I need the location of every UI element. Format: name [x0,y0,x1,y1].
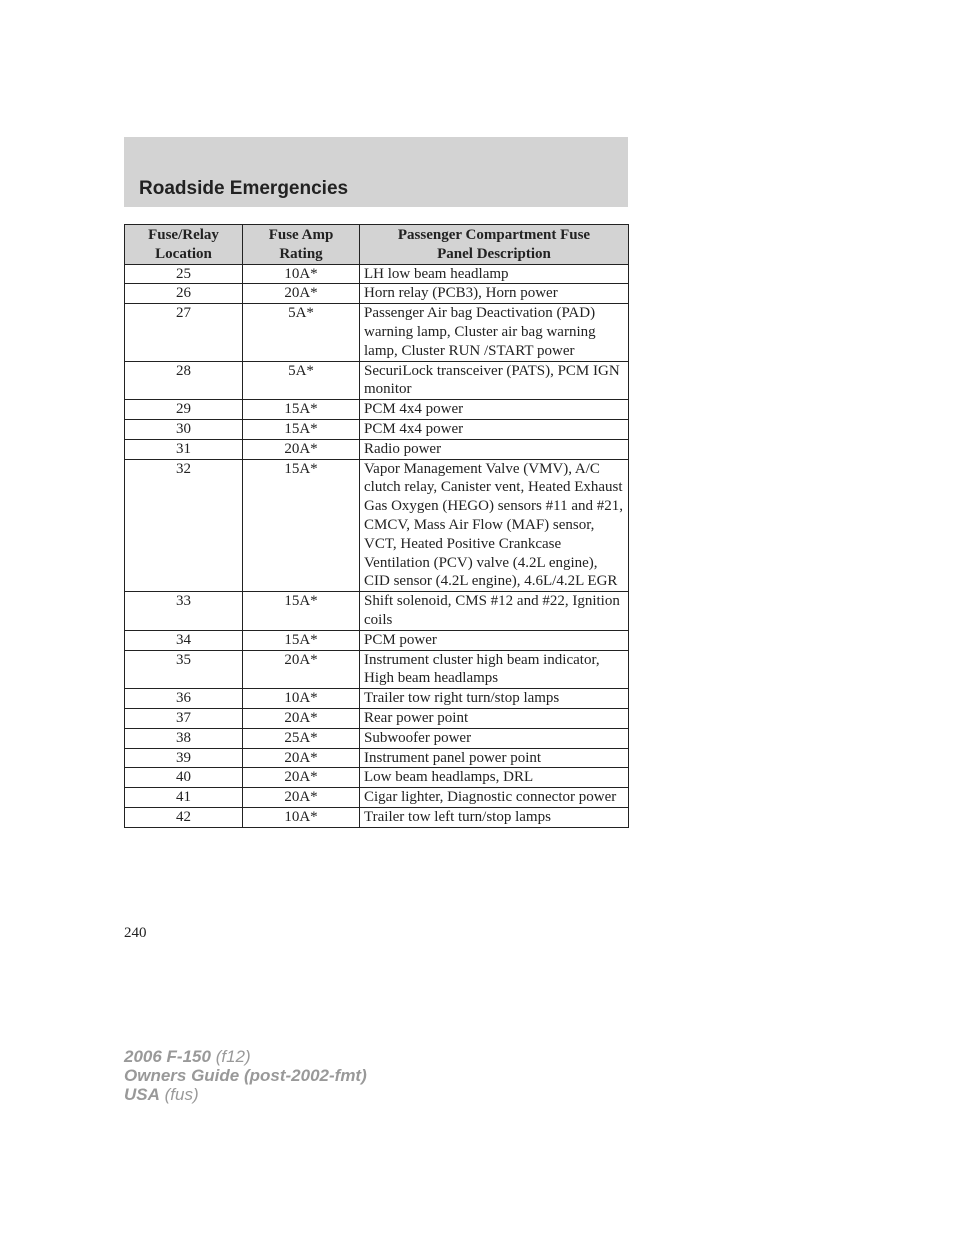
table-row [125,689,629,709]
fuse-location-cell: 26 [125,284,243,304]
table-row [125,807,629,827]
fuse-table [124,224,629,828]
description-cell: Cigar lighter, Diagnostic connector power [360,788,629,808]
table-row [125,788,629,808]
fuse-location-cell: 37 [125,708,243,728]
table-row [125,708,629,728]
description-cell: Vapor Management Valve (VMV), A/C clutch relay, Canister vent, Heated Exhaust Gas Oxygen (HEGO) sensors #11 and #21, CMCV, Mass Air Flow (MAF) sensor, VCT, Heated Positive Crankcase Ventilation (PCV) valve (4.2L engine), CID sensor (4.2L engine), 4.6L/4.2L EGR [360,459,629,592]
table-row [125,592,629,631]
amp-rating-cell: 10A* [243,264,360,284]
fuse-location-cell: 28 [125,361,243,400]
fuse-location-cell: 42 [125,807,243,827]
table-row [125,304,629,361]
table-row [125,264,629,284]
fuse-location-cell: 40 [125,768,243,788]
amp-rating-cell: 15A* [243,592,360,631]
fuse-location-cell: 30 [125,419,243,439]
table-row [125,419,629,439]
fuse-location-cell: 27 [125,304,243,361]
table-row [125,439,629,459]
amp-rating-cell: 5A* [243,361,360,400]
amp-rating-cell: 15A* [243,630,360,650]
footer-line-1: 2006 F-150 (f12) [124,1047,251,1066]
description-cell: Instrument panel power point [360,748,629,768]
footer-line-3: USA (fus) [124,1085,199,1104]
page-number: 240 [124,925,147,941]
footer [124,1047,367,1104]
fuse-location-cell: 39 [125,748,243,768]
fuse-location-cell: 36 [125,689,243,709]
header-location: Fuse/Relay Location [125,225,243,265]
amp-rating-cell: 20A* [243,439,360,459]
section-header [124,137,628,207]
table-header-row [125,225,629,265]
description-cell: Radio power [360,439,629,459]
table-row [125,768,629,788]
amp-rating-cell: 20A* [243,768,360,788]
amp-rating-cell: 20A* [243,748,360,768]
amp-rating-cell: 25A* [243,728,360,748]
fuse-location-cell: 33 [125,592,243,631]
fuse-location-cell: 25 [125,264,243,284]
fuse-location-cell: 31 [125,439,243,459]
fuse-location-cell: 29 [125,400,243,420]
amp-rating-cell: 10A* [243,807,360,827]
header-description: Passenger Compartment Fuse Panel Description [360,225,629,265]
description-cell: Shift solenoid, CMS #12 and #22, Ignition coils [360,592,629,631]
table-row [125,459,629,592]
table-row [125,630,629,650]
amp-rating-cell: 15A* [243,400,360,420]
description-cell: Low beam headlamps, DRL [360,768,629,788]
table-row [125,748,629,768]
amp-rating-cell: 10A* [243,689,360,709]
fuse-location-cell: 34 [125,630,243,650]
amp-rating-cell: 20A* [243,650,360,689]
description-cell: Instrument cluster high beam indicator, High beam headlamps [360,650,629,689]
description-cell: Subwoofer power [360,728,629,748]
table-row [125,284,629,304]
description-cell: Passenger Air bag Deactivation (PAD) warning lamp, Cluster air bag warning lamp, Cluster RUN /START power [360,304,629,361]
description-cell: PCM power [360,630,629,650]
section-title: Roadside Emergencies [139,178,349,199]
table-row [125,361,629,400]
amp-rating-cell: 15A* [243,459,360,592]
header-amp-rating: Fuse Amp Rating [243,225,360,265]
table-row [125,650,629,689]
amp-rating-cell: 5A* [243,304,360,361]
fuse-location-cell: 32 [125,459,243,592]
footer-line-2: Owners Guide (post-2002-fmt) [124,1066,367,1085]
fuse-location-cell: 38 [125,728,243,748]
description-cell: Rear power point [360,708,629,728]
amp-rating-cell: 20A* [243,284,360,304]
description-cell: Trailer tow right turn/stop lamps [360,689,629,709]
table-row [125,728,629,748]
table-row [125,400,629,420]
description-cell: LH low beam headlamp [360,264,629,284]
description-cell: Trailer tow left turn/stop lamps [360,807,629,827]
amp-rating-cell: 20A* [243,708,360,728]
description-cell: Horn relay (PCB3), Horn power [360,284,629,304]
amp-rating-cell: 20A* [243,788,360,808]
fuse-location-cell: 35 [125,650,243,689]
description-cell: PCM 4x4 power [360,400,629,420]
description-cell: PCM 4x4 power [360,419,629,439]
amp-rating-cell: 15A* [243,419,360,439]
fuse-location-cell: 41 [125,788,243,808]
description-cell: SecuriLock transceiver (PATS), PCM IGN monitor [360,361,629,400]
